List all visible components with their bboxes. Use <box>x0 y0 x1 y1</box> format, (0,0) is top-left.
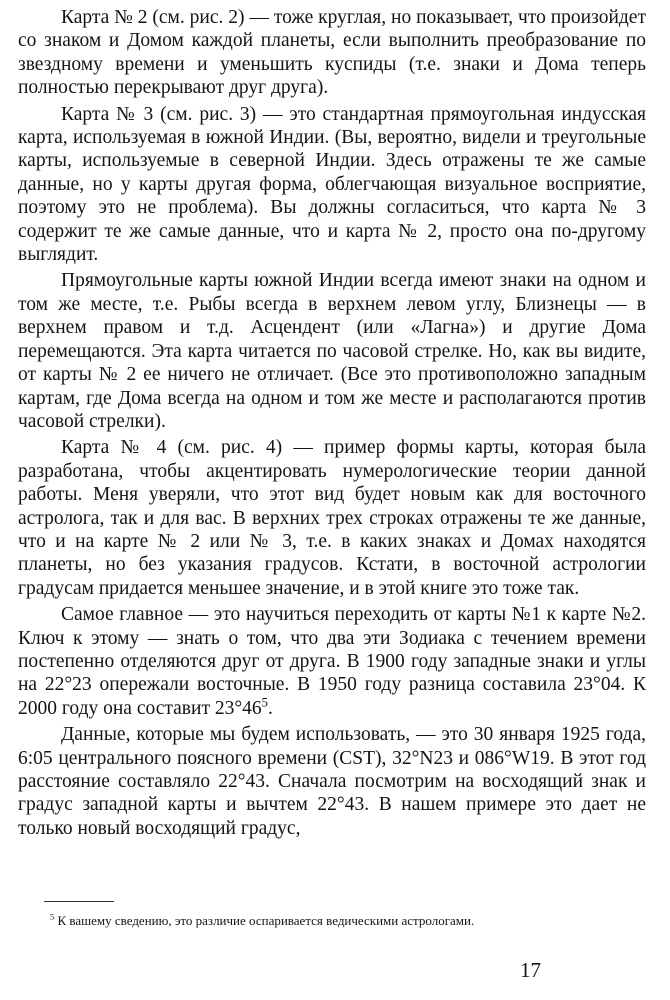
footnote-reference: 5 <box>261 695 268 710</box>
paragraph-chart-4: Карта № 4 (см. рис. 4) — пример формы карты, которая была разработана, чтобы акцентировать нумерологические теории данной работы. Меня уверяли, что этот вид будет новым как для восточного астролога, так и для вас. В верхних трех строках отражены те же данные, что и на карте № 2 или № 3, т.е. в каких знаках и Домах находятся планеты, но без указания градусов. Кстати, в восточной астрологии градусам придается меньшее значение, и в этой книге это тоже так. <box>18 437 646 599</box>
paragraph-chart-2: Карта № 2 (см. рис. 2) — тоже круглая, но показывает, что произойдет со знаком и Домом каждой планеты, если выполнить преобразование по звездному времени и уменьшить куспиды (т.е. знаки и Дома теперь полностью перекрывают друг друга). <box>18 7 646 99</box>
page-body <box>18 6 646 843</box>
footnote-marker: 5 <box>50 911 55 922</box>
footnote-divider <box>44 901 114 902</box>
paragraph-example-data: Данные, которые мы будем использовать, — это 30 января 1925 года, 6:05 центрального поясного времени (CST), 32°N23 и 086°W19. В этот год расстояние составляло 22°43. Сначала посмотрим на восходящий знак и градус западной карты и вычтем 22°43. В нашем примере это дает не только новый восходящий градус, <box>18 724 646 839</box>
footnote <box>50 913 640 929</box>
page-number: 17 <box>520 958 541 982</box>
paragraph-zodiac-shift-text: Самое главное — это научиться переходить от карты №1 к карте №2. Ключ к этому — знать о том, что два эти Зодиака с течением времени постепенно отделяются друг от друга. В 1900 году западные знаки и углы на 22°23 опережали восточные. В 1950 году разница составила 23°04. К 2000 году она составит 23°46 <box>18 604 646 719</box>
paragraph-south-india-charts: Прямоугольные карты южной Индии всегда имеют знаки на одном и том же месте, т.е. Рыбы всегда в верхнем левом углу, Близнецы — в верхнем правом и т.д. Асцендент (или «Лагна») и другие Дома перемещаются. Эта карта читается по часовой стрелке. Но, как вы видите, от карты № 2 ее ничего не отличает. (Все это противоположно западным картам, где Дома всегда на одном и том же месте и располагаются против часовой стрелки). <box>18 270 646 432</box>
paragraph-zodiac-shift: Самое главное — это научиться переходить от карты №1 к карте №2. Ключ к этому — знать о том, что два эти Зодиака с течением времени постепенно отделяются друг от друга. В 1900 году западные знаки и углы на 22°23 опережали восточные. В 1950 году разница составила 23°04. К 2000 году она составит $23^\circ 46^5$. <box>18 604 646 719</box>
paragraph-chart-3: Карта № 3 (см. рис. 3) — это стандартная прямоугольная индусская карта, используемая в южной Индии. (Вы, вероятно, видели и треугольные карты, используемые в северной Индии. Здесь отражены те же самые данные, но у карты другая форма, облегчающая визуальное восприятие, поэтому это не проблема). Вы должны согласиться, что карта № 3 содержит те же самые данные, что и карта № 2, просто она по-другому выглядит. <box>18 103 646 266</box>
footnote-text: К вашему сведению, это различие оспаривается ведическими астрологами. <box>57 913 475 928</box>
